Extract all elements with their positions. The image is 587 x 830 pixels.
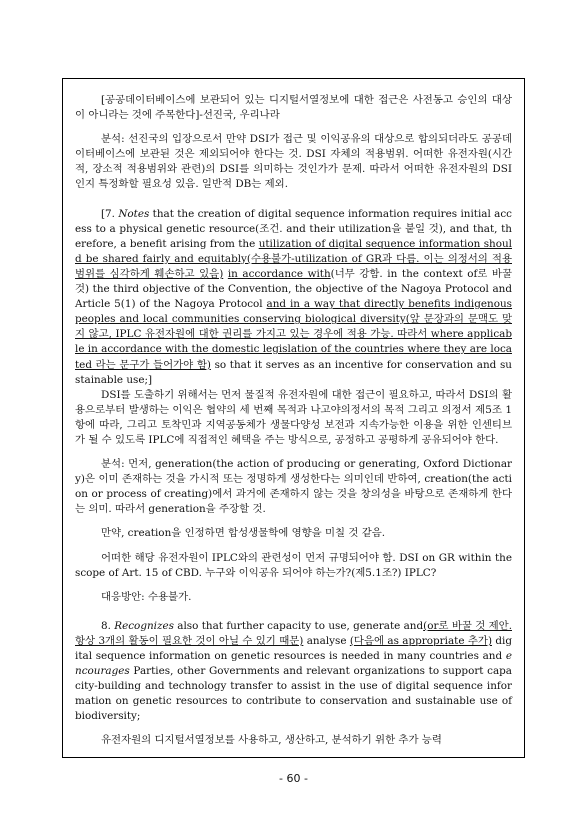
underlined-text: (다음에 as appropriate 추가) [349,634,492,647]
paragraph-4 [75,388,512,448]
text-segment: 만약, creation을 인정하면 합성생물학에 영향을 미칠 것 같음. [101,527,386,540]
paragraph-5 [75,457,512,517]
document-box [62,78,525,758]
paragraph-8 [75,590,512,605]
text-segment: also that further capacity to use, generate and [173,619,424,632]
text-segment: 어떠한 해당 유전자원이 IPLC와의 관련성이 먼저 규명되어야 함. DSI on GR within the scope of Art. 15 of CBD. 누구와 이익공유 되어야 하는가?(제5.1조?) IPLC? [75,551,512,579]
paragraph-1 [75,93,512,123]
paragraph-10 [75,733,512,748]
text-segment: digital sequence information on genetic resources is needed in many countries and [75,634,512,662]
paragraph-7 [75,551,512,581]
text-segment: [공공데이터베이스에 보관되어 있는 디지털서열정보에 대한 접근은 사전동고 승인의 대상이 아니라는 것에 주목한다]-선진국, 우리나라 [75,94,512,122]
text-segment: [7. [101,207,119,220]
paragraph-2 [75,132,512,192]
italic-term: Recognizes [114,619,174,632]
text-segment: analyse [303,634,350,647]
text-segment: 분석: 먼저, generation(the action of producing or generating, Oxford Dictionary)은 이미 존재하는 것을 가시적 또는 정명하게 생성한다는 의미인데 반하여, creation(the action or process of creating)에서 과거에 존재하지 않는 것을 창의성을 바탕으로 존재하게 한다는 의미. 따라서 generation을 주장할 것. [75,458,512,516]
text-segment: (너무 강함. in the context of로 바꿀 것) the third objective of the Convention, the objective of the Nagoya Protocol and Article 5(1) of the Nagoya Protocol [75,267,512,311]
underlined-text: in accordance with [227,267,331,280]
paragraph-9 [75,619,512,725]
text-segment: 유전자원의 디지털서열정보를 사용하고, 생산하고, 분석하기 위한 추가 능력 [101,734,442,747]
italic-term: Notes [118,207,150,220]
underlined-text: and in a way that directly benefits indigenous peoples and local communities conserving biological diversity(앞 문장과의 문맥도 맞지 않고, IPLC 유전자원에 대한 권리를 가지고 있는 경우에 적용 가능. 따라서 where applicable in accordance with the domestic legislation of the countries where they are located 라는 문구가 들어가야 함) [75,298,513,371]
underlined-text: (or로 바꿀 것 제안. 항상 3개의 활동이 필요한 것이 아닐 수 있기 때문) [75,619,512,647]
text-segment: that the creation of digital sequence information requires initial access to a physical genetic resource(조건. and their utilization을 붙일 것), and that, therefore, a benefit arising from the [75,207,512,250]
underlined-text: utilization of digital sequence information should be shared fairly and equitably(수용불가-utilization of GR과 다름. 이는 의정서의 적용범위를 심각하게 훼손하고 있음) [75,237,512,280]
text-segment: 대응방안: 수용불가. [101,590,192,603]
paragraph-3 [75,207,512,388]
page-number: - 60 - [279,772,308,785]
text-segment: so that it serves as an incentive for conservation and sustainable use;] [75,358,512,386]
italic-term: encourages [75,650,512,678]
text-segment: DSI를 도출하기 위해서는 먼저 물질적 유전자원에 대한 접근이 필요하고, 따라서 DSI의 활용으로부터 발생하는 이익은 협약의 세 번째 목적과 나고야의정서의 목적 그리고 의정서 제5조 1항에 따라, 그리고 토착민과 지역공동체가 생물다양성 보전과 지속가능한 이용을 위한 인센티브가 될 수 있도록 IPLC에 직접적인 혜택을 주는 방식으로, 공정하고 공평하게 공유되어야 한다. [75,388,512,446]
text-segment: Parties, other Governments and relevant organizations to support capacity-building and technology transfer to assist in the use of digital sequence information on genetic resources to contribute to conservation and sustainable use of biodiversity; [75,665,512,723]
text-segment: 8. [101,619,115,632]
paragraph-6 [75,526,512,541]
text-segment: 분석: 선진국의 입장으로서 만약 DSI가 접근 및 이익공유의 대상으로 합의되더라도 공공데이터베이스에 보관된 것은 제외되어야 한다는 것. DSI 자체의 적용범위. 어떠한 유전자원(시간적, 장소적 적용범위와 관련)의 DSI를 의미하는 것인가가 문제. 따라서 어떠한 유전자원의 DSI인지 특정화할 필요성 있음. 일반적 DB는 제외. [75,133,512,191]
